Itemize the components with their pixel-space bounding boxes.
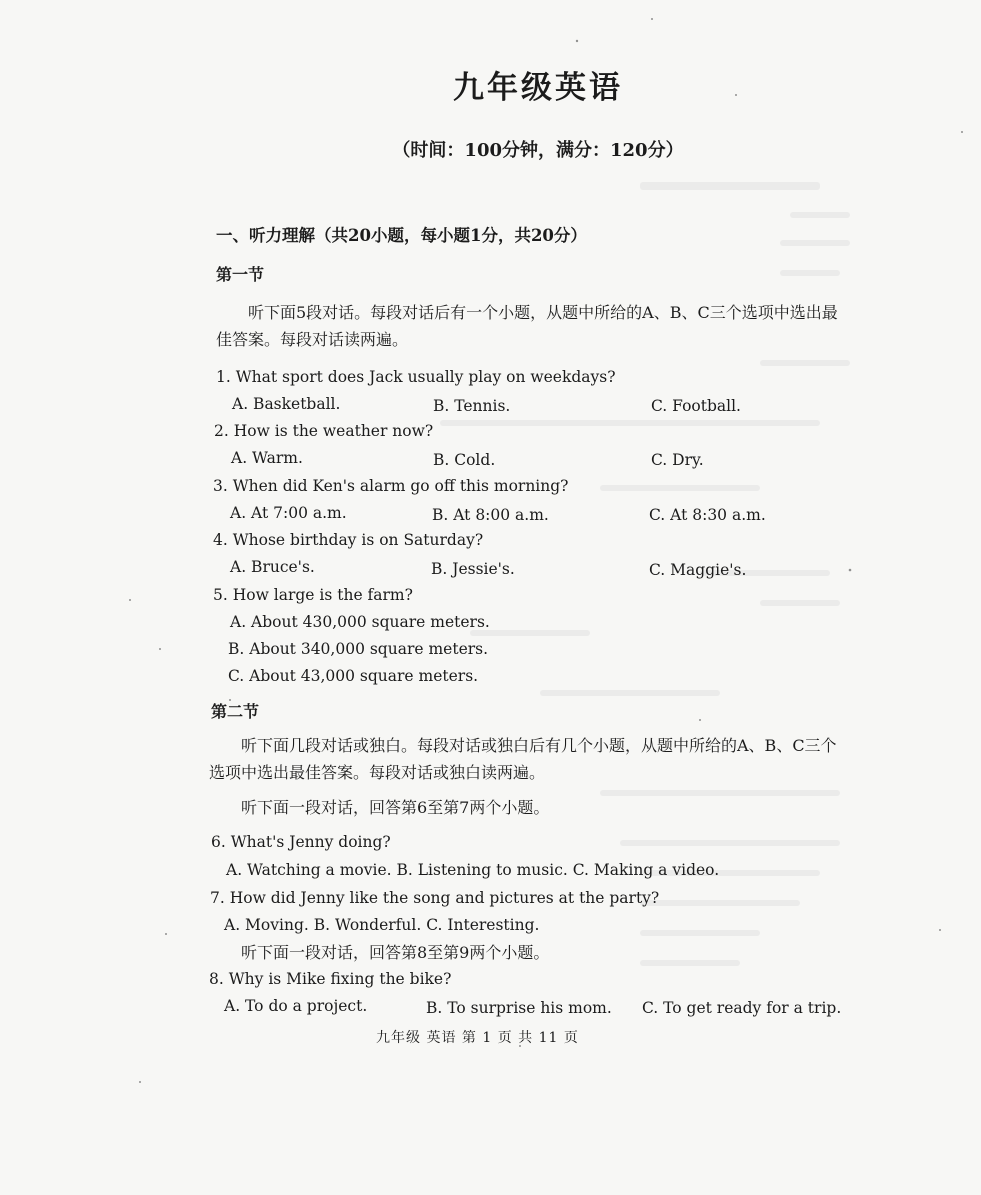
q7-options: A. Moving. B. Wonderful. C. Interesting. <box>224 916 540 934</box>
q1-option-b: B. Tennis. <box>433 397 511 415</box>
q3-option-b: B. At 8:00 a.m. <box>432 506 549 524</box>
q3-option-a: A. At 7:00 a.m. <box>230 504 347 522</box>
q1-option-c: C. Football. <box>651 397 741 415</box>
part2-instruction: 听下面几段对话或独白。每段对话或独白后有几个小题，从题中所给的A、B、C三个选项中选出最佳答案。每段对话或独白读两遍。 <box>209 736 837 782</box>
part1-instruction: 听下面5段对话。每段对话后有一个小题，从题中所给的A、B、C三个选项中选出最佳答案。每段对话读两遍。 <box>216 303 838 349</box>
q4-option-b: B. Jessie's. <box>431 560 515 578</box>
page-title: 九年级英语 <box>453 70 623 106</box>
q4-option-c: C. Maggie's. <box>649 561 747 579</box>
q2-option-a: A. Warm. <box>231 449 303 467</box>
question-3: 3. When did Ken's alarm go off this morning? <box>213 477 569 495</box>
question-1: 1. What sport does Jack usually play on weekdays? <box>216 368 616 386</box>
q1-option-a: A. Basketball. <box>232 395 341 413</box>
part-title-1: 第一节 <box>216 265 265 284</box>
intro-questions-8-9: 听下面一段对话，回答第8至第9两个小题。 <box>241 943 550 962</box>
intro-questions-6-7: 听下面一段对话，回答第6至第7两个小题。 <box>241 798 550 817</box>
q4-option-a: A. Bruce's. <box>230 558 315 576</box>
question-8: 8. Why is Mike fixing the bike? <box>209 970 452 988</box>
part-title-2: 第二节 <box>211 702 260 721</box>
q3-option-c: C. At 8:30 a.m. <box>649 506 766 524</box>
q2-option-b: B. Cold. <box>433 451 496 469</box>
question-7: 7. How did Jenny like the song and pictures at the party? <box>210 889 660 907</box>
q5-option-a: A. About 430,000 square meters. <box>230 613 490 631</box>
question-2: 2. How is the weather now? <box>214 422 434 440</box>
exam-info: （时间：100分钟，满分：120分） <box>392 140 684 161</box>
q2-option-c: C. Dry. <box>651 451 704 469</box>
question-5: 5. How large is the farm? <box>213 586 413 604</box>
page-footer: 九年级 英语 第 1 页 共 11 页 <box>376 1030 579 1046</box>
q8-option-a: A. To do a project. <box>224 997 368 1015</box>
question-6: 6. What's Jenny doing? <box>211 833 391 851</box>
q5-option-c: C. About 43,000 square meters. <box>228 667 479 685</box>
q6-options: A. Watching a movie. B. Listening to music. C. Making a video. <box>226 861 720 879</box>
q8-option-b: B. To surprise his mom. <box>426 999 612 1017</box>
question-4: 4. Whose birthday is on Saturday? <box>213 531 484 549</box>
q5-option-b: B. About 340,000 square meters. <box>228 640 489 658</box>
q8-option-c: C. To get ready for a trip. <box>642 999 842 1017</box>
section-title-listening: 一、听力理解（共20小题，每小题1分，共20分） <box>216 226 587 245</box>
